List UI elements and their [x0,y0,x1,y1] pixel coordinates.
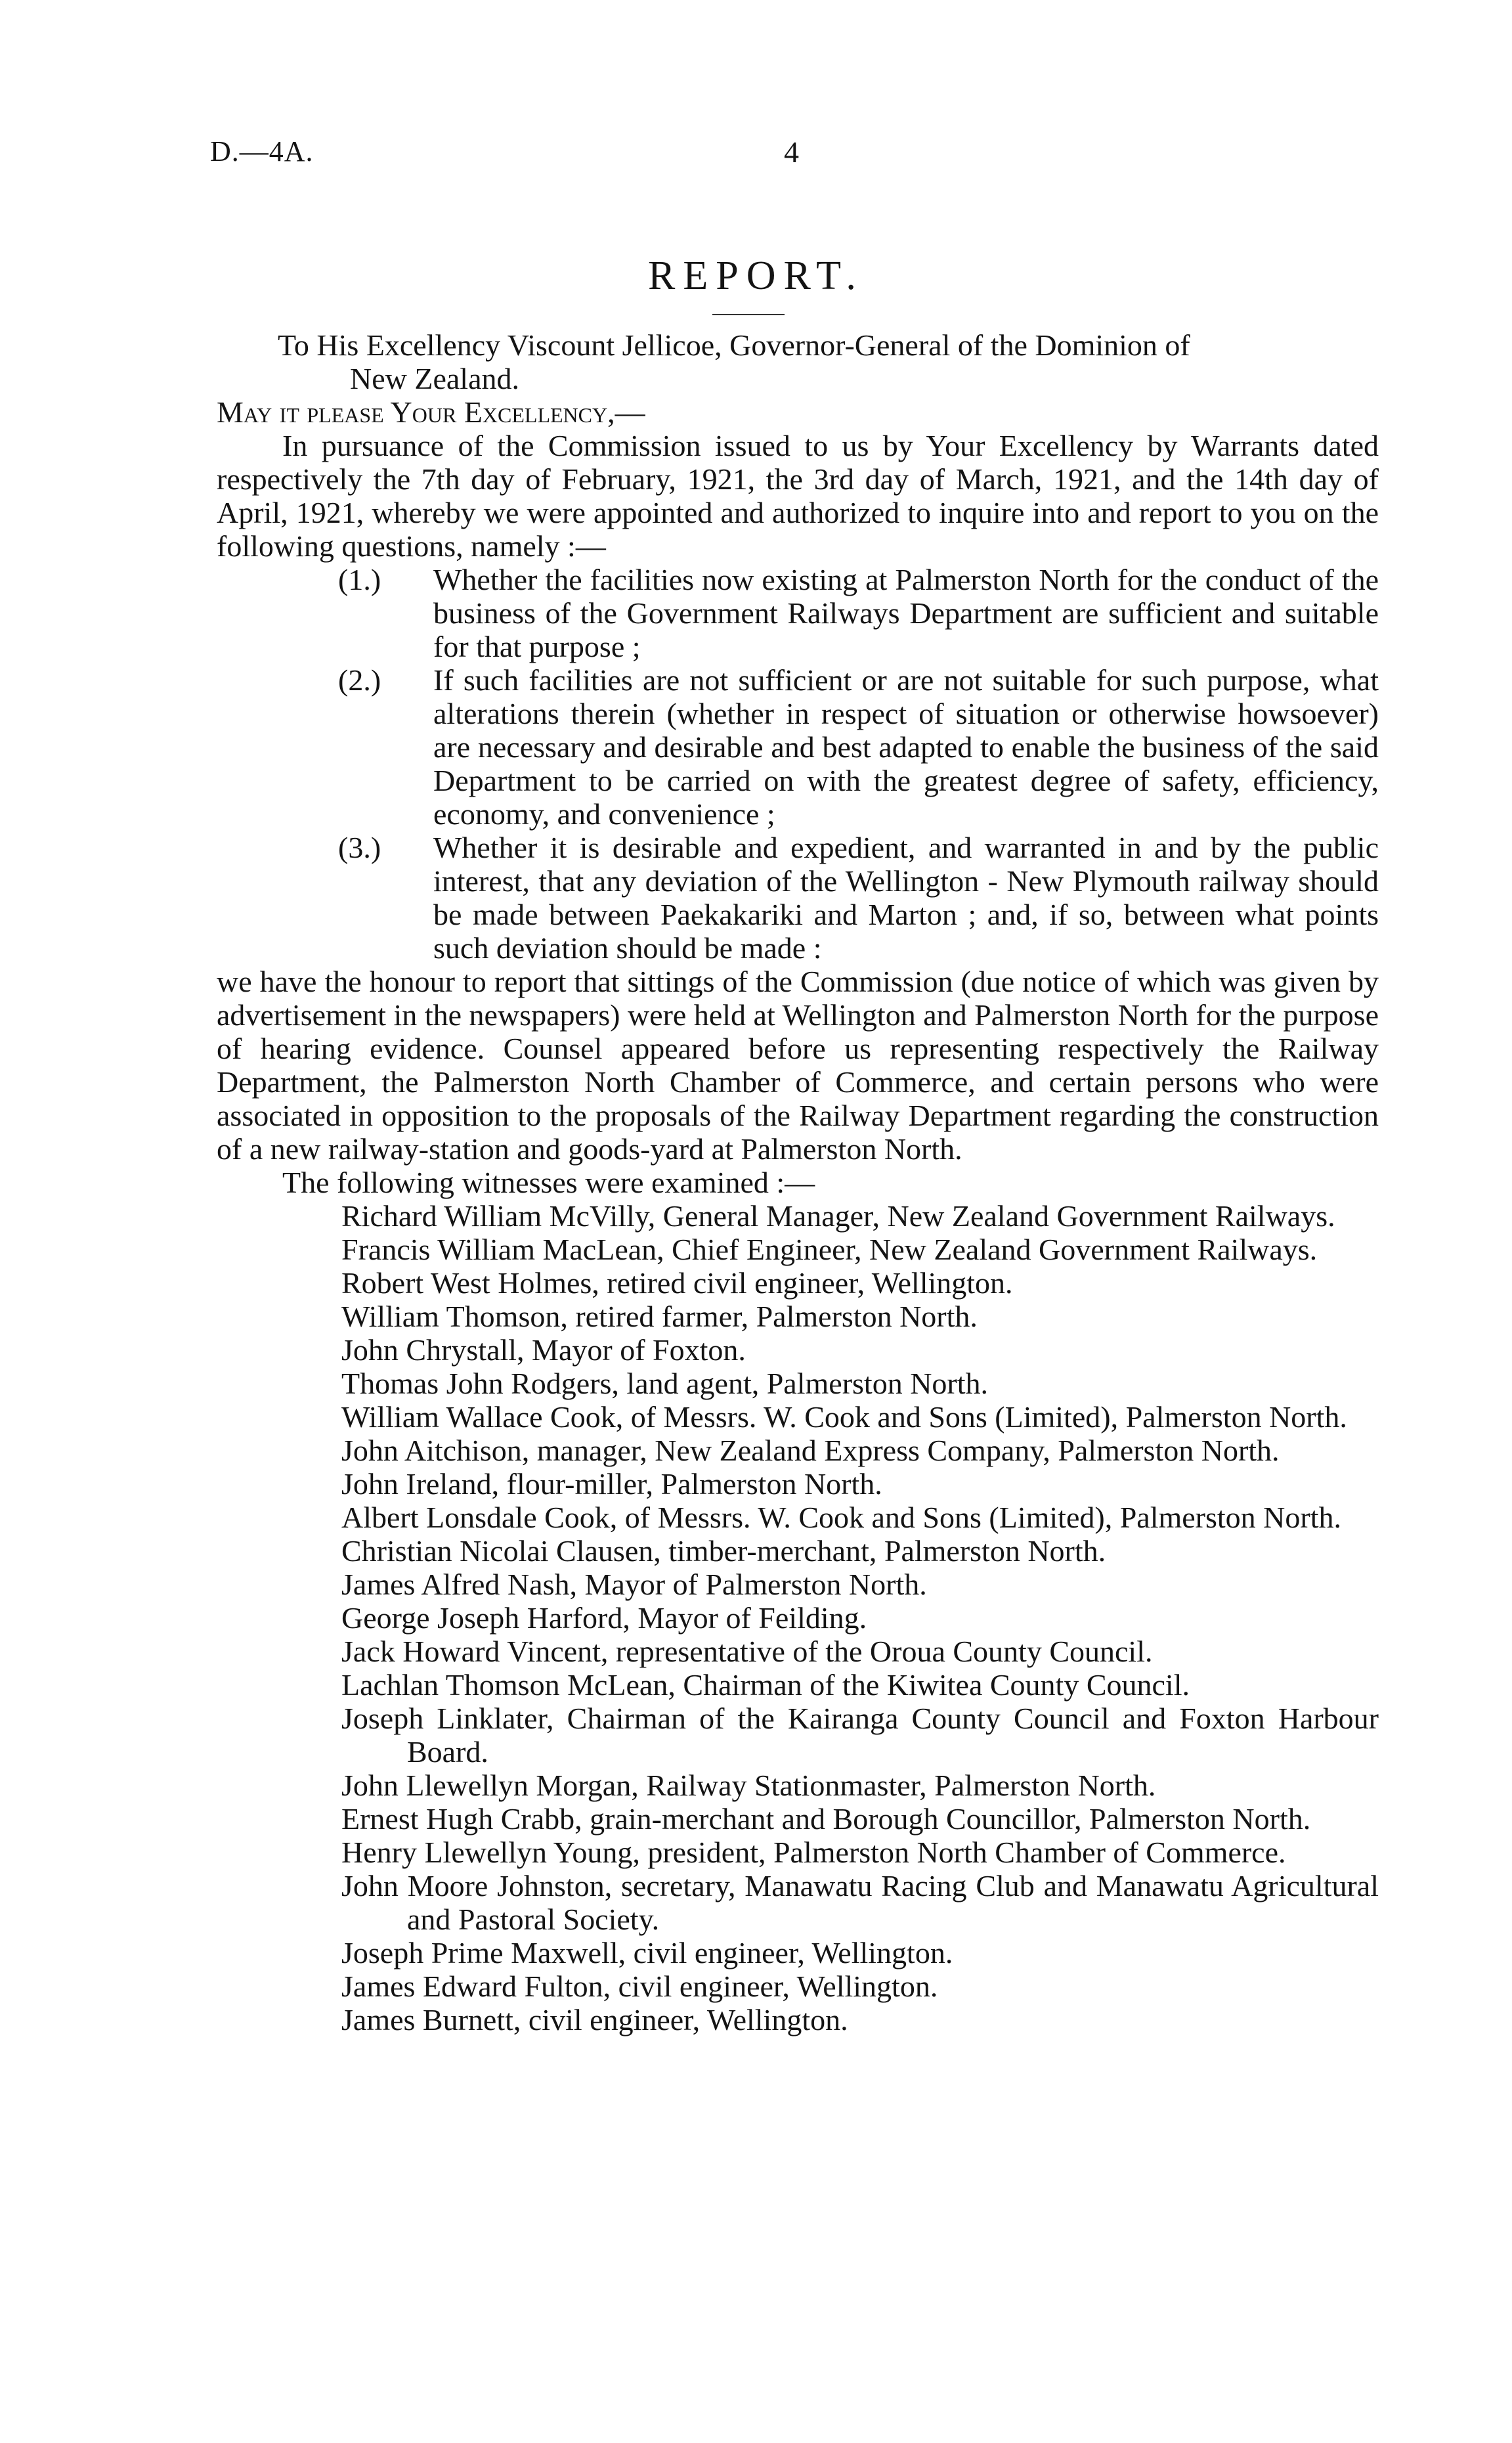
witness-entry: William Wallace Cook, of Messrs. W. Cook and Sons (Limited), Palmerston North. [341,1400,1347,1434]
question-text: If such facilities are not sufficient or are not suitable for such purpose, what alterations therein (whether in respect of situation or otherwise howsoever) are necessary and desirable and best adapted to enable the business of the said Department to be carried on with the greatest degree of safety, efficiency, economy, and convenience ; [433,663,1379,831]
witness-entry: Francis William MacLean, Chief Engineer, New Zealand Government Railways. [341,1233,1318,1266]
addressee-line-1: To His Excellency Viscount Jellicoe, Governor-General of the Dominion of [278,328,1190,362]
witness-entry: John Moore Johnston, secretary, Manawatu Racing Club and Manawatu Agricultural and Pastoral Society. [341,1869,1379,1936]
question-item [217,563,1379,663]
witness-entry: Christian Nicolai Clausen, timber-merchant, Palmerston North. [341,1534,1106,1568]
question-text: Whether the facilities now existing at Palmerston North for the conduct of the business of the Government Railways Department are sufficient and suitable for that purpose ; [433,563,1379,663]
addressee [217,328,1379,395]
witness-entry: Albert Lonsdale Cook, of Messrs. W. Cook and Sons (Limited), Palmerston North. [341,1501,1341,1534]
question-item [217,831,1379,965]
witness-entry: Thomas John Rodgers, land agent, Palmerston North. [341,1367,989,1400]
witness-entry: George Joseph Harford, Mayor of Feilding. [341,1601,867,1635]
witness-entry: Henry Llewellyn Young, president, Palmerston North Chamber of Commerce. [341,1836,1286,1869]
witness-entry: John Ireland, flour-miller, Palmerston North. [341,1467,882,1501]
witness-entry: William Thomson, retired farmer, Palmerston North. [341,1300,978,1333]
addressee-line-2: New Zealand. [350,362,519,395]
question-text: Whether it is desirable and expedient, and warranted in and by the public interest, that any deviation of the Wellington - New Plymouth railway should be made between Paekakariki and Marton ; and, if so, between what points such deviation should be made : [433,831,1379,965]
opening-paragraph: In pursuance of the Commission issued to us by Your Excellency by Warrants dated respectively the 7th day of February, 1921, the 3rd day of March, 1921, and the 14th day of April, 1921, whereby we were appointed and authorized to inquire into and report to you on the following questions, namely :— [217,429,1379,563]
report-paragraph: we have the honour to report that sittings of the Commission (due notice of which was given by advertisement in the newspapers) were held at Wellington and Palmerston North for the purpose of hearing evidence. Counsel appeared before us representing respectively the Railway Department, the Palmerston North Chamber of Commerce, and certain persons who were associated in opposition to the proposals of the Railway Department regarding the construction of a new railway-station and goods-yard at Palmerston North. [217,965,1379,1166]
report-body [217,328,1379,2036]
witness-entry: Richard William McVilly, General Manager, New Zealand Government Railways. [341,1199,1335,1233]
witness-entry: Joseph Prime Maxwell, civil engineer, Wellington. [341,1936,953,1970]
witness-list [217,1199,1379,2036]
question-number: (1.) [338,563,381,596]
page-number: 4 [784,135,799,169]
witness-entry: Robert West Holmes, retired civil engineer, Wellington. [341,1266,1013,1300]
witness-entry: James Alfred Nash, Mayor of Palmerston North. [341,1568,927,1601]
witness-entry: John Llewellyn Morgan, Railway Stationmaster, Palmerston North. [341,1769,1156,1802]
witness-entry: James Burnett, civil engineer, Wellington. [341,2003,848,2036]
witnesses-intro: The following witnesses were examined :— [282,1166,815,1199]
witness-entry: John Chrystall, Mayor of Foxton. [341,1333,746,1367]
witness-entry: James Edward Fulton, civil engineer, Wellington. [341,1970,938,2003]
questions-list [217,563,1379,965]
witness-entry: Joseph Linklater, Chairman of the Kairanga County Council and Foxton Harbour Board. [341,1702,1379,1769]
salutation: May it please Your Excellency,— [217,395,645,429]
witness-entry: John Aitchison, manager, New Zealand Express Company, Palmerston North. [341,1434,1280,1467]
question-item [217,663,1379,831]
document-code: D.—4A. [210,135,314,167]
question-number: (2.) [338,663,381,697]
report-title: REPORT. [648,253,864,298]
witness-entry: Lachlan Thomson McLean, Chairman of the Kiwitea County Council. [341,1668,1190,1702]
witness-entry: Jack Howard Vincent, representative of the Oroua County Council. [341,1635,1153,1668]
page-header [210,135,1326,174]
question-number: (3.) [338,831,381,864]
title-rule [712,314,785,315]
witness-entry: Ernest Hugh Crabb, grain-merchant and Borough Councillor, Palmerston North. [341,1802,1311,1836]
